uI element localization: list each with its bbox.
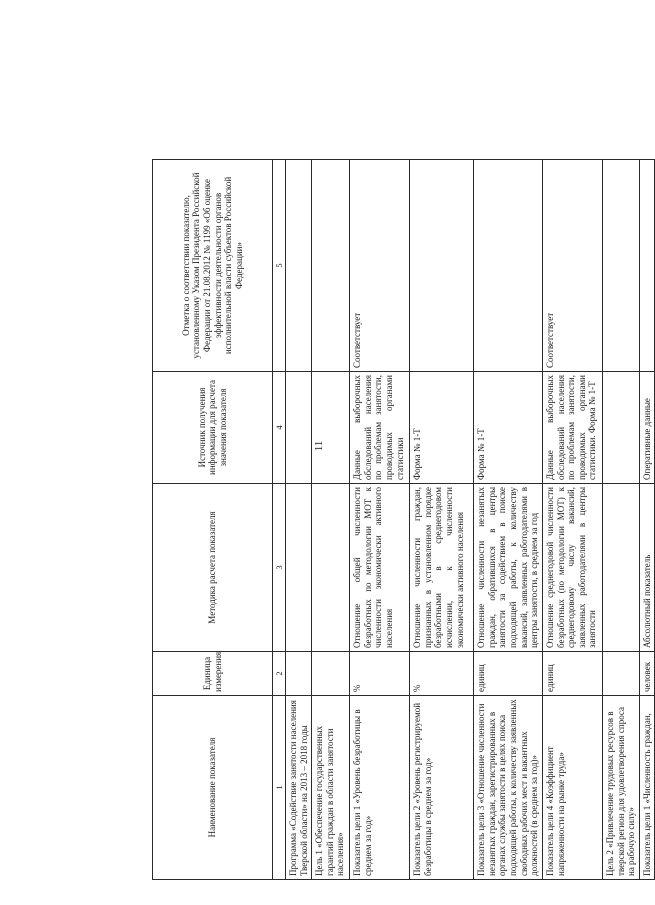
header-row <box>153 160 273 880</box>
source-cell <box>602 372 639 484</box>
method-cell <box>312 484 350 652</box>
unit-cell <box>602 652 639 696</box>
mark-cell <box>286 160 312 372</box>
table-row-program <box>286 160 312 880</box>
method-cell: Отношение среднегодовой численности безработных (по методологии МОТ) к среднегодовому числу вакансий, заявленных работодателями в центры занятости <box>542 484 602 652</box>
header-decree-mark: Отметка о соответствии показателю, установленному Указом Президента Российской Федерации от 21.08.2012 № 1199 «Об оценке эффективности деятельности органов исполнительной власти субъектов Российской Федерации» <box>153 160 273 372</box>
table-row <box>542 160 602 880</box>
unit-cell: человек <box>639 652 655 696</box>
indicator-name: Показатель цели 4 «Коэффициент напряженности на рынке труда» <box>542 696 602 880</box>
mark-cell <box>602 160 639 372</box>
indicator-name: Показатель цели 1 «Численность граждан, <box>639 696 655 880</box>
method-cell <box>602 484 639 652</box>
indicator-name: Цель 2 «Привлечение трудовых ресурсов в тверской регион для удовлетворения спроса на рабочую силу» <box>602 696 639 880</box>
unit-cell: % <box>410 652 474 696</box>
table-row <box>639 160 655 880</box>
header-method: Методика расчета показателя <box>153 484 273 652</box>
method-cell: Отношение численности незанятых граждан, обратившихся в центры занятости за содействием в поиске подходящей работы, к количеству вакансий, заявленных работодателями в центры занятости, в среднем за год <box>474 484 543 652</box>
source-cell: Форма № 1-Т <box>410 372 474 484</box>
unit-cell <box>286 652 312 696</box>
column-number: 3 <box>273 484 286 652</box>
indicator-name: Показатель цели 1 «Уровень безработицы в среднем за год» <box>350 696 410 880</box>
header-unit: Единица измерения <box>153 652 273 696</box>
column-number: 1 <box>273 696 286 880</box>
table-row <box>474 160 543 880</box>
table-row-goal-2 <box>602 160 639 880</box>
column-number-row <box>273 160 286 880</box>
mark-cell: Соответствует <box>542 160 602 372</box>
indicator-name: Цель 1 «Обеспечение государственных гарантий граждан в области занятости населения» <box>312 696 350 880</box>
table-row <box>350 160 410 880</box>
unit-cell: % <box>350 652 410 696</box>
source-cell <box>286 372 312 484</box>
mark-cell <box>474 160 543 372</box>
page-number: 11 <box>313 440 325 452</box>
method-cell <box>286 484 312 652</box>
mark-cell <box>312 160 350 372</box>
source-cell <box>312 372 350 484</box>
unit-cell: единиц <box>474 652 543 696</box>
table-row <box>410 160 474 880</box>
indicator-table-sheet <box>152 160 652 880</box>
table-row-goal-1 <box>312 160 350 880</box>
source-cell: Данные выборочных обследований населения по проблемам занятости, проводимых органами статистики. Форма № 1-Т <box>542 372 602 484</box>
indicator-name: Программа «Содействие занятости населения Тверской области» на 2013 – 2018 годы <box>286 696 312 880</box>
indicator-table <box>152 159 655 880</box>
unit-cell <box>312 652 350 696</box>
method-cell: Абсолютный показатель <box>639 484 655 652</box>
mark-cell <box>639 160 655 372</box>
method-cell: Отношение общей численности безработных по методологии МОТ к численности экономически активного населения <box>350 484 410 652</box>
mark-cell <box>410 160 474 372</box>
header-source: Источник получения информации для расчета значения показателя <box>153 372 273 484</box>
unit-cell: единиц <box>542 652 602 696</box>
source-cell: Форма № 1-Т <box>474 372 543 484</box>
source-cell: Данные выборочных обследований населения по проблемам занятости, проводимых органами статистики <box>350 372 410 484</box>
indicator-name: Показатель цели 2 «Уровень регистрируемой безработицы в среднем за год» <box>410 696 474 880</box>
source-cell: Оперативные данные <box>639 372 655 484</box>
mark-cell: Соответствует <box>350 160 410 372</box>
header-indicator-name: Наименование показателя <box>153 696 273 880</box>
column-number: 5 <box>273 160 286 372</box>
column-number: 4 <box>273 372 286 484</box>
indicator-name: Показатель цели 3 «Отношение численности незанятых граждан, зарегистрированных в органах службы занятости в целях поиска подходящей работы, к количеству заявленных свободных рабочих мест и вакантных должностей (в среднем за год)» <box>474 696 543 880</box>
method-cell: Отношение численности граждан, признанных в установленном порядке безработными в среднегодовом исчислении, к численности экономически активного населения <box>410 484 474 652</box>
column-number: 2 <box>273 652 286 696</box>
